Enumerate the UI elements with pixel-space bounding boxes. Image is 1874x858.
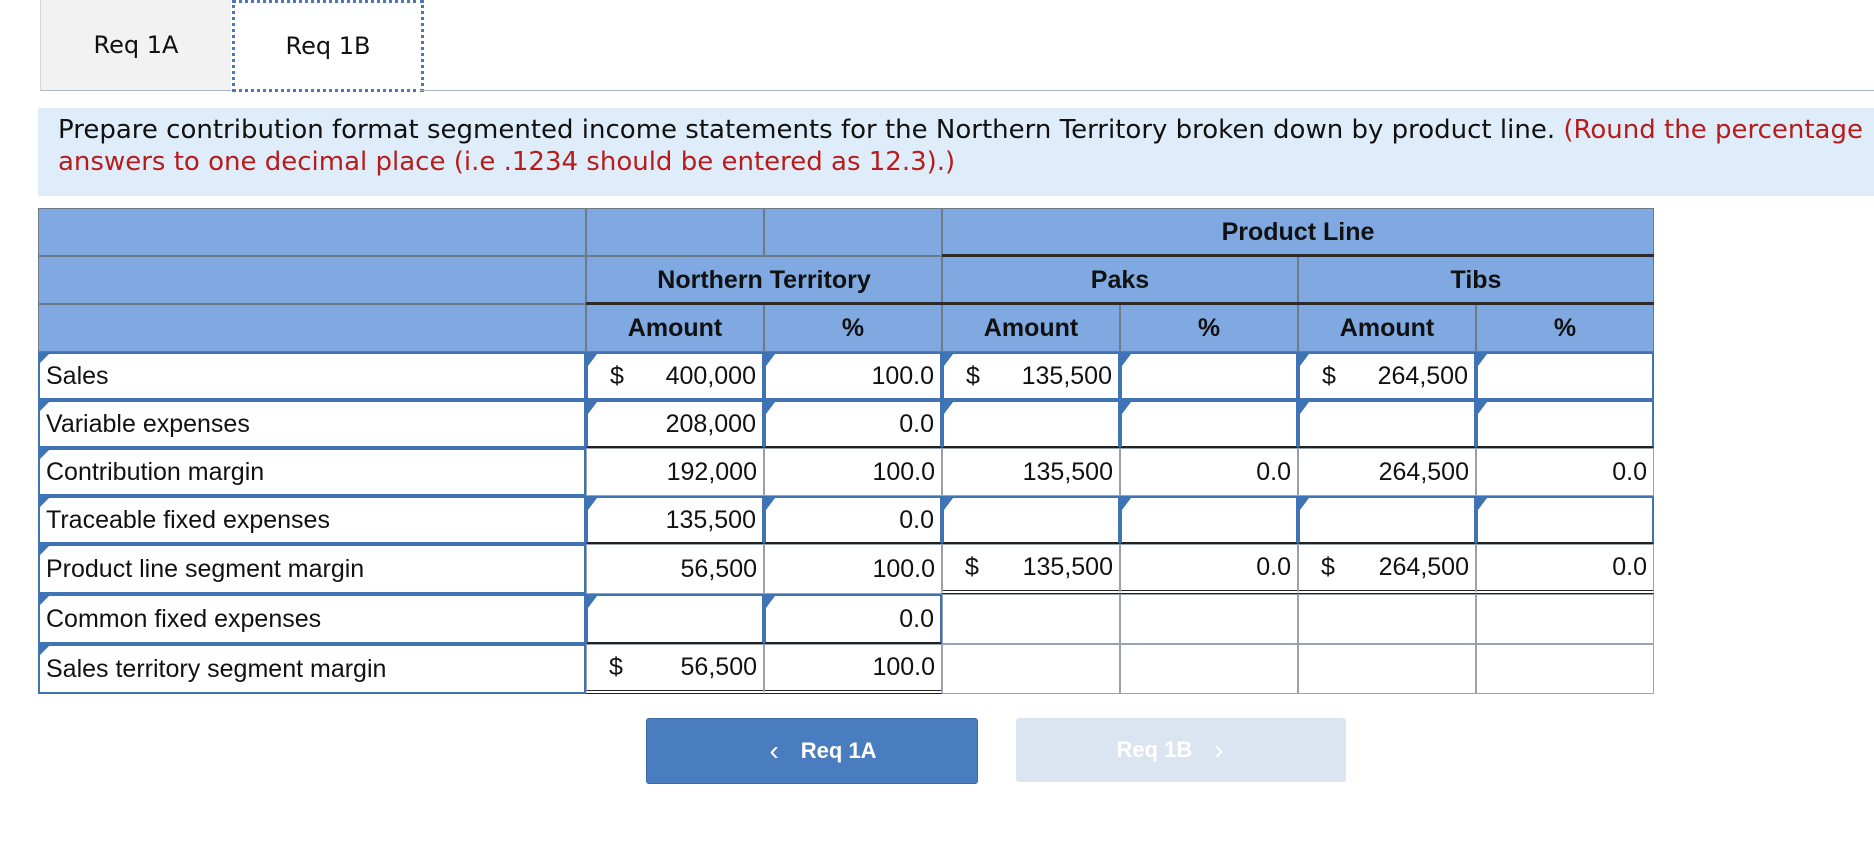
northern-territory-header: Northern Territory: [586, 256, 942, 304]
empty-cell: [1120, 594, 1298, 644]
next-button-label: Req 1B: [1116, 737, 1193, 762]
row-label: Product line segment margin: [38, 544, 586, 594]
tibs-pct-input[interactable]: [1476, 496, 1654, 544]
instruction-box: [38, 108, 1874, 196]
nt-amount-value: 56,500: [586, 544, 764, 594]
tibs-amount-input[interactable]: [1298, 496, 1476, 544]
tibs-pct-value: 0.0: [1476, 448, 1654, 496]
paks-amount-value: $ 135,500: [942, 544, 1120, 594]
nt-amount-value: 192,000: [586, 448, 764, 496]
currency-sign: $: [610, 361, 624, 390]
instruction-text: Prepare contribution format segmented income statements for the Northern Territory broken down by product line.: [58, 115, 1556, 145]
currency-sign: $: [609, 653, 623, 681]
tibs-amount-input[interactable]: [1298, 400, 1476, 448]
paks-pct-value: 0.0: [1120, 448, 1298, 496]
empty-cell: [942, 594, 1120, 644]
paks-pct-input[interactable]: [1120, 352, 1298, 400]
tibs-pct-header: %: [1476, 304, 1654, 352]
empty-cell: [1120, 644, 1298, 694]
nt-pct-input[interactable]: 0.0: [764, 400, 942, 448]
empty-cell: [1298, 644, 1476, 694]
tab-req-1a[interactable]: Req 1A: [40, 0, 231, 91]
empty-cell: [1476, 644, 1654, 694]
nt-amount-input[interactable]: 135,500: [586, 496, 764, 544]
tab-req-1b[interactable]: Req 1B: [232, 0, 424, 92]
paks-amount-value: 135,500: [942, 448, 1120, 496]
nt-amount-header: Amount: [586, 304, 764, 352]
paks-pct-input[interactable]: [1120, 400, 1298, 448]
tibs-header: Tibs: [1298, 256, 1654, 304]
row-label: Common fixed expenses: [38, 594, 586, 644]
empty-cell: [1476, 594, 1654, 644]
tibs-amount-header: Amount: [1298, 304, 1476, 352]
paks-pct-header: %: [1120, 304, 1298, 352]
paks-amount-input[interactable]: [942, 400, 1120, 448]
header-rule: [586, 302, 1654, 305]
currency-sign: $: [1321, 553, 1335, 581]
prev-req-1a-button[interactable]: [646, 718, 978, 784]
currency-sign: $: [966, 361, 980, 390]
instruction-note-continued: answers to one decimal place (i.e .1234 should be entered as 12.3).): [58, 147, 956, 177]
paks-amount-input[interactable]: [942, 496, 1120, 544]
header-blank-4: [38, 256, 586, 304]
tibs-amount-input[interactable]: $ 264,500: [1298, 352, 1476, 400]
currency-sign: $: [965, 553, 979, 581]
income-statement-table: [38, 208, 1654, 696]
tibs-amount-value: 264,500: [1298, 448, 1476, 496]
paks-pct-input[interactable]: [1120, 496, 1298, 544]
nt-pct-value: 100.0: [764, 448, 942, 496]
nt-amount-input[interactable]: [586, 594, 764, 644]
nt-pct-input[interactable]: 0.0: [764, 594, 942, 644]
prev-button-label: Req 1A: [800, 738, 877, 763]
chevron-left-icon: ‹: [769, 735, 779, 766]
tab-divider: [420, 90, 1874, 91]
nt-pct-header: %: [764, 304, 942, 352]
tibs-pct-input[interactable]: [1476, 352, 1654, 400]
tibs-pct-input[interactable]: [1476, 400, 1654, 448]
nt-amount-input[interactable]: $ 400,000: [586, 352, 764, 400]
row-label: Sales territory segment margin: [38, 644, 586, 694]
empty-cell: [942, 644, 1120, 694]
header-blank-2: [586, 208, 764, 256]
chevron-right-icon: ›: [1214, 734, 1224, 765]
header-rule: [942, 254, 1654, 257]
row-label: Contribution margin: [38, 448, 586, 496]
nt-pct-value: 100.0: [764, 544, 942, 594]
row-label: Traceable fixed expenses: [38, 496, 586, 544]
row-label: Variable expenses: [38, 400, 586, 448]
tibs-amount-value: $ 264,500: [1298, 544, 1476, 594]
paks-header: Paks: [942, 256, 1298, 304]
tibs-pct-value: 0.0: [1476, 544, 1654, 594]
nt-amount-value: $ 56,500: [586, 644, 764, 694]
paks-amount-header: Amount: [942, 304, 1120, 352]
empty-cell: [1298, 594, 1476, 644]
header-blank-1: [38, 208, 586, 256]
nt-pct-input[interactable]: 0.0: [764, 496, 942, 544]
paks-amount-input[interactable]: $ 135,500: [942, 352, 1120, 400]
paks-pct-value: 0.0: [1120, 544, 1298, 594]
header-blank-3: [764, 208, 942, 256]
nt-pct-value: 100.0: [764, 644, 942, 694]
nt-amount-input[interactable]: 208,000: [586, 400, 764, 448]
product-line-header: Product Line: [942, 208, 1654, 256]
next-req-1b-button[interactable]: [1016, 718, 1346, 782]
nt-pct-input[interactable]: 100.0: [764, 352, 942, 400]
header-blank-5: [38, 304, 586, 352]
currency-sign: $: [1322, 361, 1336, 390]
instruction-note: (Round the percentage: [1563, 115, 1863, 145]
row-label: Sales: [38, 352, 586, 400]
